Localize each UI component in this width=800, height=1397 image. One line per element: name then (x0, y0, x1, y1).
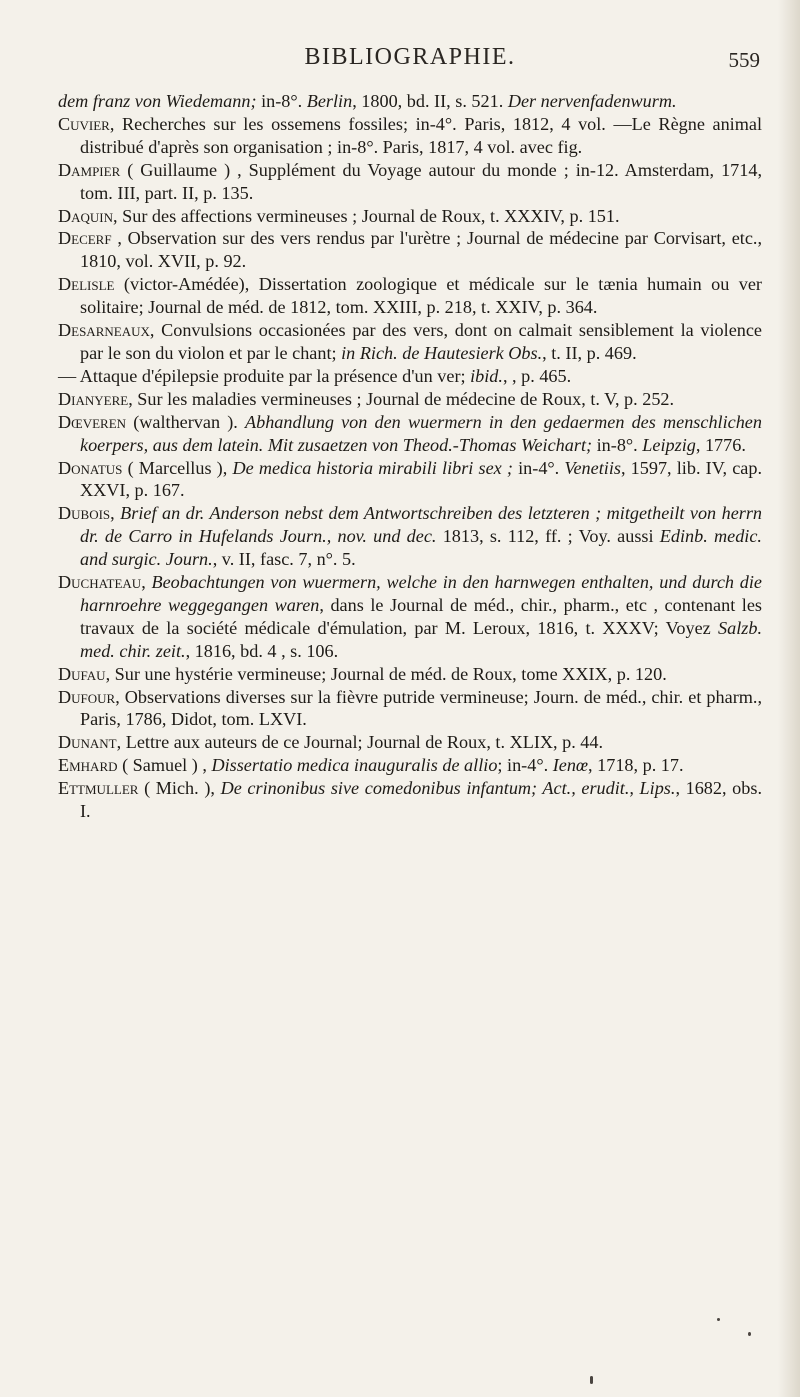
entry-title-italic: Abhandlung von den wuermern in den gedaermen des menschlichen koerpers, aus dem latein. Mit zusaetzen von Theod.-Thomas Weichart; (80, 411, 762, 455)
entry-text: 1813, s. 112, ff. ; Voy. aussi (436, 526, 660, 547)
entry-title-italic: dem franz von Wiedemann; (58, 91, 262, 111)
bibliography-entry (58, 388, 762, 411)
entry-title-italic: Berlin (306, 91, 353, 111)
entry-title-italic: Beobachtungen von wuermern, welche in den harnwegen enthalten, und durch die harnroehre weggegangen waren (80, 572, 762, 615)
entry-title-italic: Der nervenfadenwurm. (507, 91, 677, 111)
entry-author: Donatus (58, 457, 123, 478)
bibliography-entry (58, 227, 762, 273)
entry-author: Delisle (58, 274, 115, 295)
entry-text: ( Samuel ) , (117, 755, 212, 776)
entry-author: Duchateau (58, 572, 142, 593)
entry-title-italic: Brief an dr. Anderson nebst dem Antwortschreiben des letzteren ; mitgetheilt von herrn dr. de Carro in Hufelands Journ., nov. und dec. (80, 503, 763, 547)
entry-title-italic: De medica historia mirabili libri sex ; (232, 457, 513, 478)
entry-text: (walthervan ). (126, 411, 245, 432)
entry-text: , Convulsions occasionées par des vers, dont on calmait sensiblement la violence par le son du violon et par le chant; (80, 320, 762, 363)
bibliography-entry (58, 159, 762, 205)
entry-text: ; in-4°. (497, 755, 553, 776)
bibliography-entry (58, 777, 762, 823)
bibliography-entry (58, 502, 762, 571)
entry-text: — Attaque d'épilepsie produite par la présence d'un ver; (58, 365, 471, 386)
bibliography-entry (58, 273, 762, 319)
entry-author: Dufau (58, 663, 106, 684)
entry-text: , t. II, p. 469. (542, 342, 637, 363)
entry-text: in-8°. (592, 434, 643, 455)
bibliography-entry (58, 731, 762, 754)
entry-title-italic: Dissertatio medica inauguralis de allio (211, 755, 498, 776)
page-number: 559 (728, 48, 760, 72)
page-header (60, 44, 760, 84)
entry-author: Dianyere (58, 388, 129, 409)
entry-text: , Sur des affections vermineuses ; Journal de Roux, t. XXXIV, p. 151. (113, 205, 620, 226)
bibliography-entry (58, 365, 762, 388)
bibliography-entry (58, 686, 762, 732)
bibliography-entry (58, 754, 762, 777)
entry-author: Daquin (58, 205, 114, 226)
entry-author: Emhard (58, 755, 118, 776)
entry-title-italic: in Rich. de Hautesierk Obs. (341, 342, 543, 363)
ink-speck (717, 1318, 720, 1321)
entry-title-italic: Ienœ (552, 755, 589, 776)
entry-text: , 1816, bd. 4 , s. 106. (185, 640, 339, 661)
entry-text: , dans le Journal de méd., chir., pharm., etc , contenant les travaux de la société médicale d'émulation, par M. Leroux, 1816, t. XXXV; Voyez (80, 594, 762, 638)
entry-text: , Recherches sur les ossemens fossiles; in-4°. Paris, 1812, 4 vol. —Le Règne animal distribué d'après son organisation ; in-8°. Paris, 1817, 4 vol. avec fig. (80, 113, 762, 157)
entry-author: Decerf (58, 228, 112, 249)
entry-text: , v. II, fasc. 7, n°. 5. (212, 549, 356, 570)
entry-text: , 1800, bd. II, s. 521. (352, 91, 508, 111)
entry-title-italic: Venetiis (564, 457, 621, 478)
entry-title-italic: ibid. (470, 365, 503, 386)
entry-author: Cuvier (58, 113, 110, 134)
entry-text: , (141, 572, 152, 593)
bibliography-entry (58, 571, 762, 663)
ink-speck (590, 1376, 593, 1384)
bibliography-entry (58, 457, 762, 503)
entry-author: Dampier (58, 159, 121, 180)
bibliography-entry (58, 205, 762, 228)
entry-text: in-4°. (512, 457, 565, 478)
entry-text: , Observations diverses sur la fièvre putride vermineuse; Journ. de méd., chir. et pharm., Paris, 1786, Didot, tom. LXVI. (80, 686, 762, 730)
entry-title-italic: Leipzig (642, 434, 696, 455)
entry-text: , (110, 503, 121, 524)
entry-text: ( Marcellus ), (122, 457, 233, 478)
entry-text: , 1682, obs. I. (80, 778, 762, 822)
page-edge-shadow (778, 0, 800, 1397)
entry-text: , 1597, lib. IV, cap. XXVI, p. 167. (80, 457, 762, 501)
entry-text: (victor-Amédée), Dissertation zoologique et médicale sur le tænia humain ou ver solitaire; Journal de méd. de 1812, tom. XXIII, p. 218, t. XXIV, p. 364. (80, 274, 762, 318)
entry-text: , Sur les maladies vermineuses ; Journal de médecine de Roux, t. V, p. 252. (128, 388, 675, 409)
entry-text: ( Guillaume ) , Supplément du Voyage autour du monde ; in-12. Amsterdam, 1714, tom. III, part. II, p. 135. (80, 159, 762, 203)
entry-title-italic: Salzb. med. chir. zeit. (80, 617, 762, 661)
entry-text: , 1776. (695, 434, 746, 455)
entry-title-italic: Edinb. medic. and surgic. Journ. (80, 526, 762, 570)
entry-author: Dufour (58, 686, 116, 707)
running-title: BIBLIOGRAPHIE. (304, 44, 516, 70)
entry-text: in-8°. (261, 91, 307, 111)
bibliography-entry (58, 411, 762, 457)
entry-text: ( Mich. ), (138, 778, 221, 799)
entry-text: , Lettre aux auteurs de ce Journal; Journal de Roux, t. XLIX, p. 44. (116, 732, 604, 753)
entry-text: , Observation sur des vers rendus par l'urètre ; Journal de médecine par Corvisart, etc., 1810, vol. XVII, p. 92. (80, 228, 762, 272)
entry-author: Dubois (58, 503, 111, 524)
entry-text: , Sur une hystérie vermineuse; Journal de méd. de Roux, tome XXIX, p. 120. (105, 663, 667, 684)
bibliography-entry (58, 90, 762, 113)
entry-text: , 1718, p. 17. (588, 755, 684, 776)
entry-author: Dœveren (58, 411, 127, 432)
entry-author: Ettmuller (58, 778, 139, 799)
bibliography-entry (58, 663, 762, 686)
bibliography-entries (58, 90, 762, 823)
bibliography-entry (58, 319, 762, 365)
bibliography-entry (58, 113, 762, 159)
entry-text: , , p. 465. (502, 365, 572, 386)
entry-author: Dunant (58, 732, 117, 753)
ink-speck (748, 1332, 751, 1336)
entry-author: Desarneaux (58, 320, 150, 341)
entry-title-italic: De crinonibus sive comedonibus infantum; Act., erudit., Lips. (220, 778, 676, 799)
